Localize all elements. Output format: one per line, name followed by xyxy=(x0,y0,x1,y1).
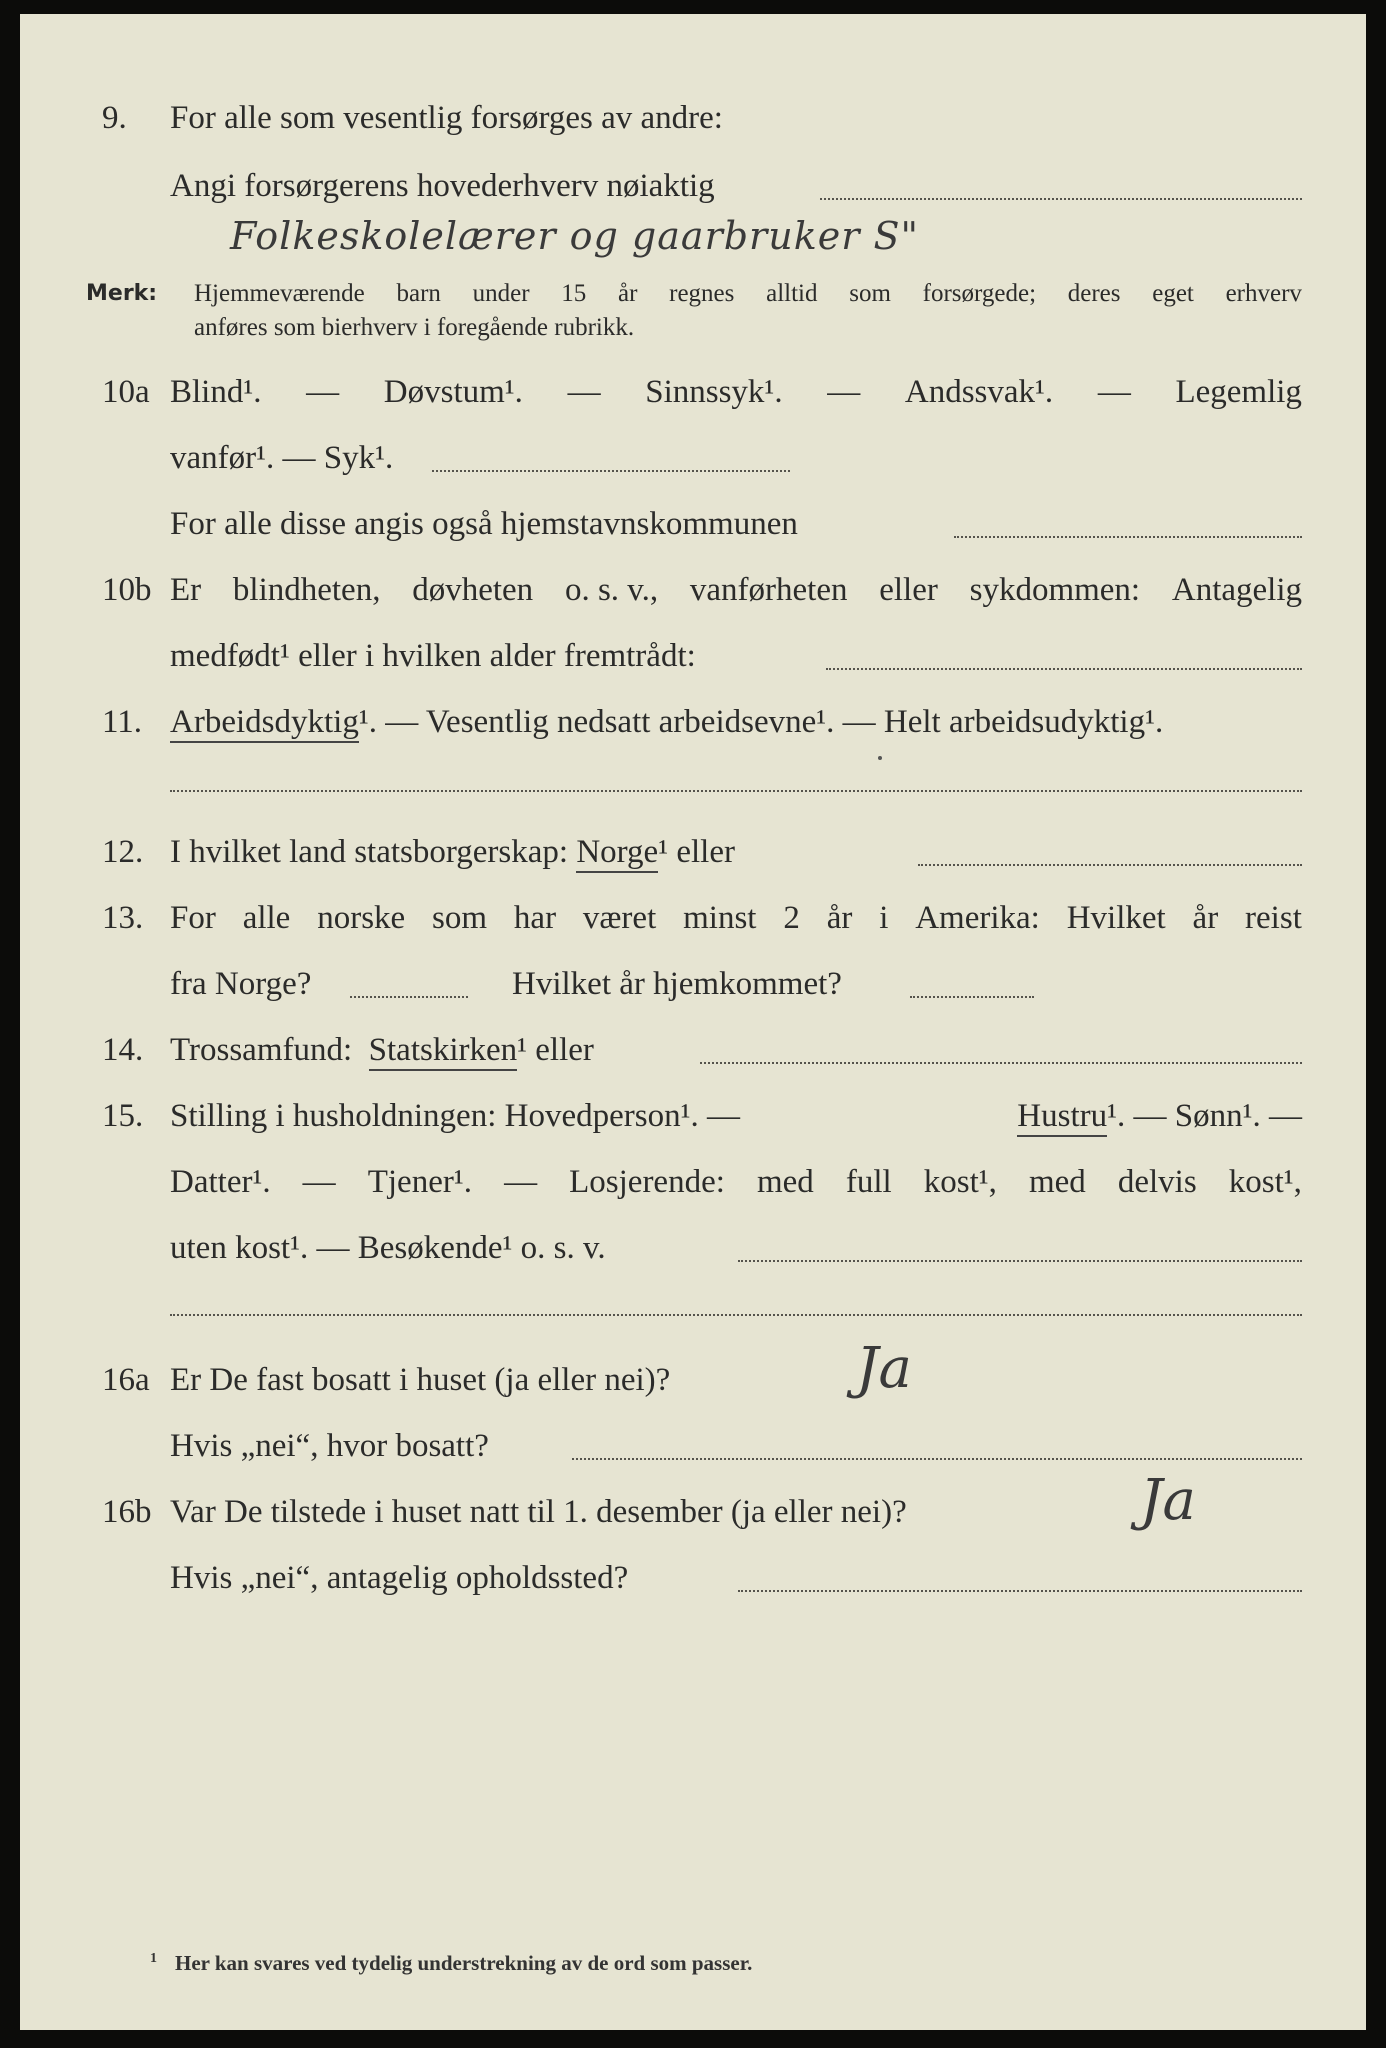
q13-returned-dotted-line xyxy=(910,996,1034,998)
q13-number: 13. xyxy=(102,900,144,936)
merk-word: deres xyxy=(1067,280,1121,307)
merk-word: barn xyxy=(396,280,441,307)
q9-dotted-line xyxy=(820,198,1302,200)
q10a-number: 10a xyxy=(102,374,150,410)
q10a-word: Legemlig xyxy=(1175,374,1302,410)
q10a-options-line1 xyxy=(170,372,1302,412)
q10a-word: Sinnssyk¹. xyxy=(645,374,783,410)
merk-word: som xyxy=(849,280,891,307)
q15-word: delvis xyxy=(1117,1164,1197,1200)
merk-word: Hjemmeværende xyxy=(194,280,365,307)
q16a-dotted-line xyxy=(572,1458,1302,1460)
q14-underlined-option: Statskirken xyxy=(369,1032,517,1071)
q9-number: 9. xyxy=(102,100,127,136)
q11-dotted-line xyxy=(170,790,1302,792)
q15-options-line1 xyxy=(170,1096,1302,1136)
q10a-word: Blind¹. xyxy=(170,374,262,410)
q10b-number: 10b xyxy=(102,572,152,608)
q13-word: Hvilket xyxy=(1066,900,1166,936)
q14-number: 14. xyxy=(102,1032,144,1068)
q16a-number: 16a xyxy=(102,1362,150,1398)
q15-word: med xyxy=(1028,1164,1086,1200)
q13-word: 2 xyxy=(783,900,800,936)
q15-word: Losjerende: xyxy=(569,1164,725,1200)
merk-word: forsørgede; xyxy=(922,280,1037,307)
q10a-word: — xyxy=(306,374,340,410)
q12-question xyxy=(170,832,735,872)
q10b-dotted-line xyxy=(826,668,1302,670)
q13-left-dotted-line xyxy=(350,996,468,998)
q10a-word: — xyxy=(567,374,601,410)
q10b-question-line1 xyxy=(170,570,1302,610)
q12-underlined-option: Norge xyxy=(576,834,658,873)
q12-number: 12. xyxy=(102,834,144,870)
q15-underlined-option: Hustru xyxy=(1017,1098,1107,1137)
ink-speck xyxy=(878,756,882,760)
q15-word: med xyxy=(756,1164,814,1200)
q9-question: For alle som vesentlig forsørges av andre: xyxy=(170,100,723,136)
q15-number: 15. xyxy=(102,1098,144,1134)
q16b-handwritten-answer: Ja xyxy=(1140,1468,1196,1533)
q10b-word: eller xyxy=(879,572,938,608)
q13-word: i xyxy=(879,900,889,936)
q13-returned-label: Hvilket år hjemkommet? xyxy=(512,966,842,1002)
q15-dotted-line xyxy=(738,1260,1302,1262)
merk-word: alltid xyxy=(766,280,818,307)
q11-number: 11. xyxy=(102,704,143,740)
q10b-word: Er xyxy=(170,572,202,608)
q10a-home-municipality-label: For alle disse angis også hjemstavnskommunen xyxy=(170,506,798,542)
q13-word: For xyxy=(170,900,216,936)
q15-word: Datter¹. xyxy=(170,1164,271,1200)
q15-line1-prefix: Stilling i husholdningen: Hovedperson¹. — xyxy=(170,1098,740,1134)
q15-word: — xyxy=(504,1164,538,1200)
q15-word: kost¹, xyxy=(1228,1164,1302,1200)
q16b-number: 16b xyxy=(102,1494,152,1530)
q13-word: Amerika: xyxy=(915,900,1040,936)
q16a-question: Er De fast bosatt i huset (ja eller nei)? xyxy=(170,1362,671,1398)
q10a-options-line2: vanfør¹. — Syk¹. xyxy=(170,440,394,476)
q10b-word: blindheten, xyxy=(232,572,381,608)
q13-word: har xyxy=(513,900,557,936)
q15-options-line3: uten kost¹. — Besøkende¹ o. s. v. xyxy=(170,1230,606,1266)
q16b-question: Var De tilstede i huset natt til 1. desember (ja eller nei)? xyxy=(170,1494,907,1530)
footnote xyxy=(150,1951,752,1976)
q16b-dotted-line xyxy=(738,1590,1302,1592)
q12-prefix: I hvilket land statsborgerskap: xyxy=(170,834,569,870)
q10a-word: — xyxy=(1097,374,1131,410)
q10b-word: o. s. v., xyxy=(564,572,659,608)
q13-word: norske xyxy=(317,900,406,936)
merk-word: 15 xyxy=(561,280,587,307)
q11-underlined-option: Arbeidsdyktig xyxy=(170,704,359,743)
q13-word: reist xyxy=(1245,900,1302,936)
q16a-residence-label: Hvis „nei“, hvor bosatt? xyxy=(170,1428,489,1464)
q15-word: full xyxy=(845,1164,892,1200)
q11-options xyxy=(170,702,1163,742)
q15-line1-rest xyxy=(1017,1096,1302,1136)
q10b-word: Antagelig xyxy=(1171,572,1302,608)
q13-word: som xyxy=(432,900,488,936)
q10b-word: sykdommen: xyxy=(969,572,1141,608)
q15-extra-dotted-line xyxy=(170,1314,1302,1316)
q9-provider-occupation-label: Angi forsørgerens hovederhverv nøiaktig xyxy=(170,168,715,204)
footnote-mark: 1 xyxy=(150,1951,157,1966)
q15-options-line2 xyxy=(170,1162,1302,1202)
merk-word: erhverv xyxy=(1225,280,1302,307)
q10a-word: Døvstum¹. xyxy=(383,374,523,410)
q10a-municipality-dotted-line xyxy=(954,536,1302,538)
q13-word: været xyxy=(582,900,657,936)
merk-word: under xyxy=(472,280,530,307)
merk-text-line1 xyxy=(194,278,1302,310)
merk-text-line2: anføres som bierhverv i foregående rubrikk. xyxy=(194,314,635,341)
census-form-page xyxy=(20,14,1366,2030)
q13-question-line1 xyxy=(170,898,1302,938)
merk-word: eget xyxy=(1152,280,1194,307)
q13-word: minst xyxy=(683,900,757,936)
q15-word: — xyxy=(302,1164,336,1200)
q11-other-options: ¹. — Vesentlig nedsatt arbeidsevne¹. — Helt arbeidsudyktig¹. xyxy=(358,704,1164,740)
q14-prefix: Trossamfund: xyxy=(170,1032,353,1068)
q16b-whereabouts-label: Hvis „nei“, antagelig opholdssted? xyxy=(170,1560,629,1596)
q9-handwritten-answer: Folkeskolelærer og gaarbruker S" xyxy=(230,214,919,258)
q13-word: år xyxy=(1192,900,1219,936)
q14-dotted-line xyxy=(700,1062,1302,1064)
q10a-word: Andssvak¹. xyxy=(904,374,1054,410)
q10b-question-line2: medfødt¹ eller i hvilken alder fremtrådt: xyxy=(170,638,696,674)
q12-suffix: ¹ eller xyxy=(658,834,735,870)
merk-word: regnes xyxy=(669,280,735,307)
q15-line1-suffix: ¹. — Sønn¹. — xyxy=(1107,1098,1302,1134)
merk-label: Merk: xyxy=(86,281,158,306)
q13-word: alle xyxy=(242,900,291,936)
q12-dotted-line xyxy=(918,864,1302,866)
q15-word: kost¹, xyxy=(923,1164,997,1200)
q10a-dotted-line xyxy=(432,470,790,472)
q14-suffix: ¹ eller xyxy=(517,1032,594,1068)
q16a-handwritten-answer: Ja xyxy=(856,1336,912,1401)
q13-left-country-label: fra Norge? xyxy=(170,966,312,1002)
q15-word: Tjener¹. xyxy=(367,1164,472,1200)
q13-word: år xyxy=(826,900,853,936)
q10b-word: vanførheten xyxy=(689,572,848,608)
q10a-word: — xyxy=(827,374,861,410)
q14-question xyxy=(170,1030,594,1070)
footnote-text: Her kan svares ved tydelig understrekning av de ord som passer. xyxy=(175,1951,753,1975)
q10b-word: døvheten xyxy=(412,572,534,608)
merk-word: år xyxy=(618,280,638,307)
